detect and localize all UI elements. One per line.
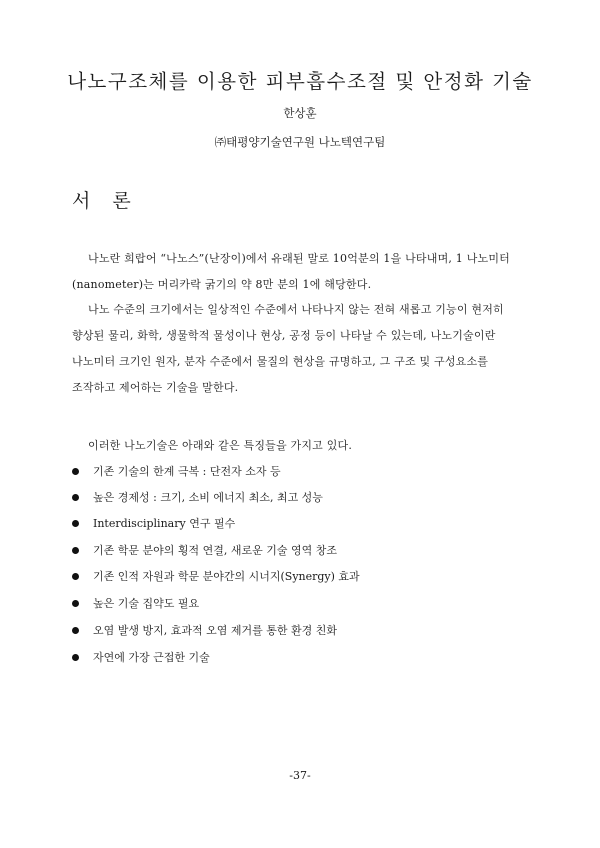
list-item [72, 622, 532, 638]
list-item-text: 기존 기술의 한계 극복 : 단전자 소자 등 [93, 465, 281, 478]
paragraph-line: 이러한 나노기술은 아래와 같은 특징들을 가지고 있다. [88, 439, 353, 452]
bullet-icon [72, 494, 79, 501]
list-item-text: 자연에 가장 근접한 기술 [93, 651, 210, 664]
list-item-text: 기존 학문 분야의 횡적 연결, 새로운 기술 영역 창조 [93, 544, 337, 557]
list-item [72, 649, 532, 665]
bullet-icon [72, 468, 79, 475]
paragraph-line: 조작하고 제어하는 기술을 말한다. [72, 381, 239, 394]
bullet-icon [72, 627, 79, 634]
bullet-icon [72, 520, 79, 527]
list-item-text: 높은 기술 집약도 필요 [93, 597, 200, 610]
page-number: -37- [289, 769, 311, 782]
section-heading: 서 론 [72, 190, 139, 212]
list-item [72, 568, 532, 584]
list-item-text: Interdisciplinary 연구 필수 [93, 517, 236, 530]
list-item [72, 515, 532, 531]
paragraph-line: (nanometer)는 머리카락 굵기의 약 8만 분의 1에 해당한다. [72, 278, 372, 291]
paragraph-line: 나노란 희랍어 “나노스”(난장이)에서 유래된 말로 10억분의 1을 나타내며, 1 나노미터 [88, 252, 510, 265]
list-item-text: 기존 인적 자원과 학문 분야간의 시너지(Synergy) 효과 [93, 570, 360, 583]
list-item [72, 489, 532, 505]
list-item-text: 오염 발생 방지, 효과적 오염 제거를 통한 환경 친화 [93, 624, 337, 637]
list-item [72, 595, 532, 611]
paragraph-line: 나노미터 크기인 원자, 분자 수준에서 물질의 현상을 규명하고, 그 구조 및 구성요소를 [72, 355, 489, 368]
paper-title: 나노구조체를 이용한 피부흡수조절 및 안정화 기술 [67, 70, 533, 93]
list-item-text: 높은 경제성 : 크기, 소비 에너지 최소, 최고 성능 [93, 491, 323, 504]
bullet-icon [72, 547, 79, 554]
list-item [72, 542, 532, 558]
author-affiliation: ㈜태평양기술연구원 나노텍연구팀 [214, 135, 386, 149]
list-item [72, 463, 532, 479]
paragraph-line: 나노 수준의 크기에서는 일상적인 수준에서 나타나지 않는 전혀 새롭고 기능이 현저히 [88, 303, 504, 316]
author-name: 한상훈 [283, 106, 317, 120]
bullet-icon [72, 654, 79, 661]
paragraph-line: 향상된 물리, 화학, 생물학적 물성이나 현상, 공정 등이 나타날 수 있는데, 나노기술이란 [72, 329, 496, 342]
bullet-icon [72, 573, 79, 580]
bullet-icon [72, 600, 79, 607]
